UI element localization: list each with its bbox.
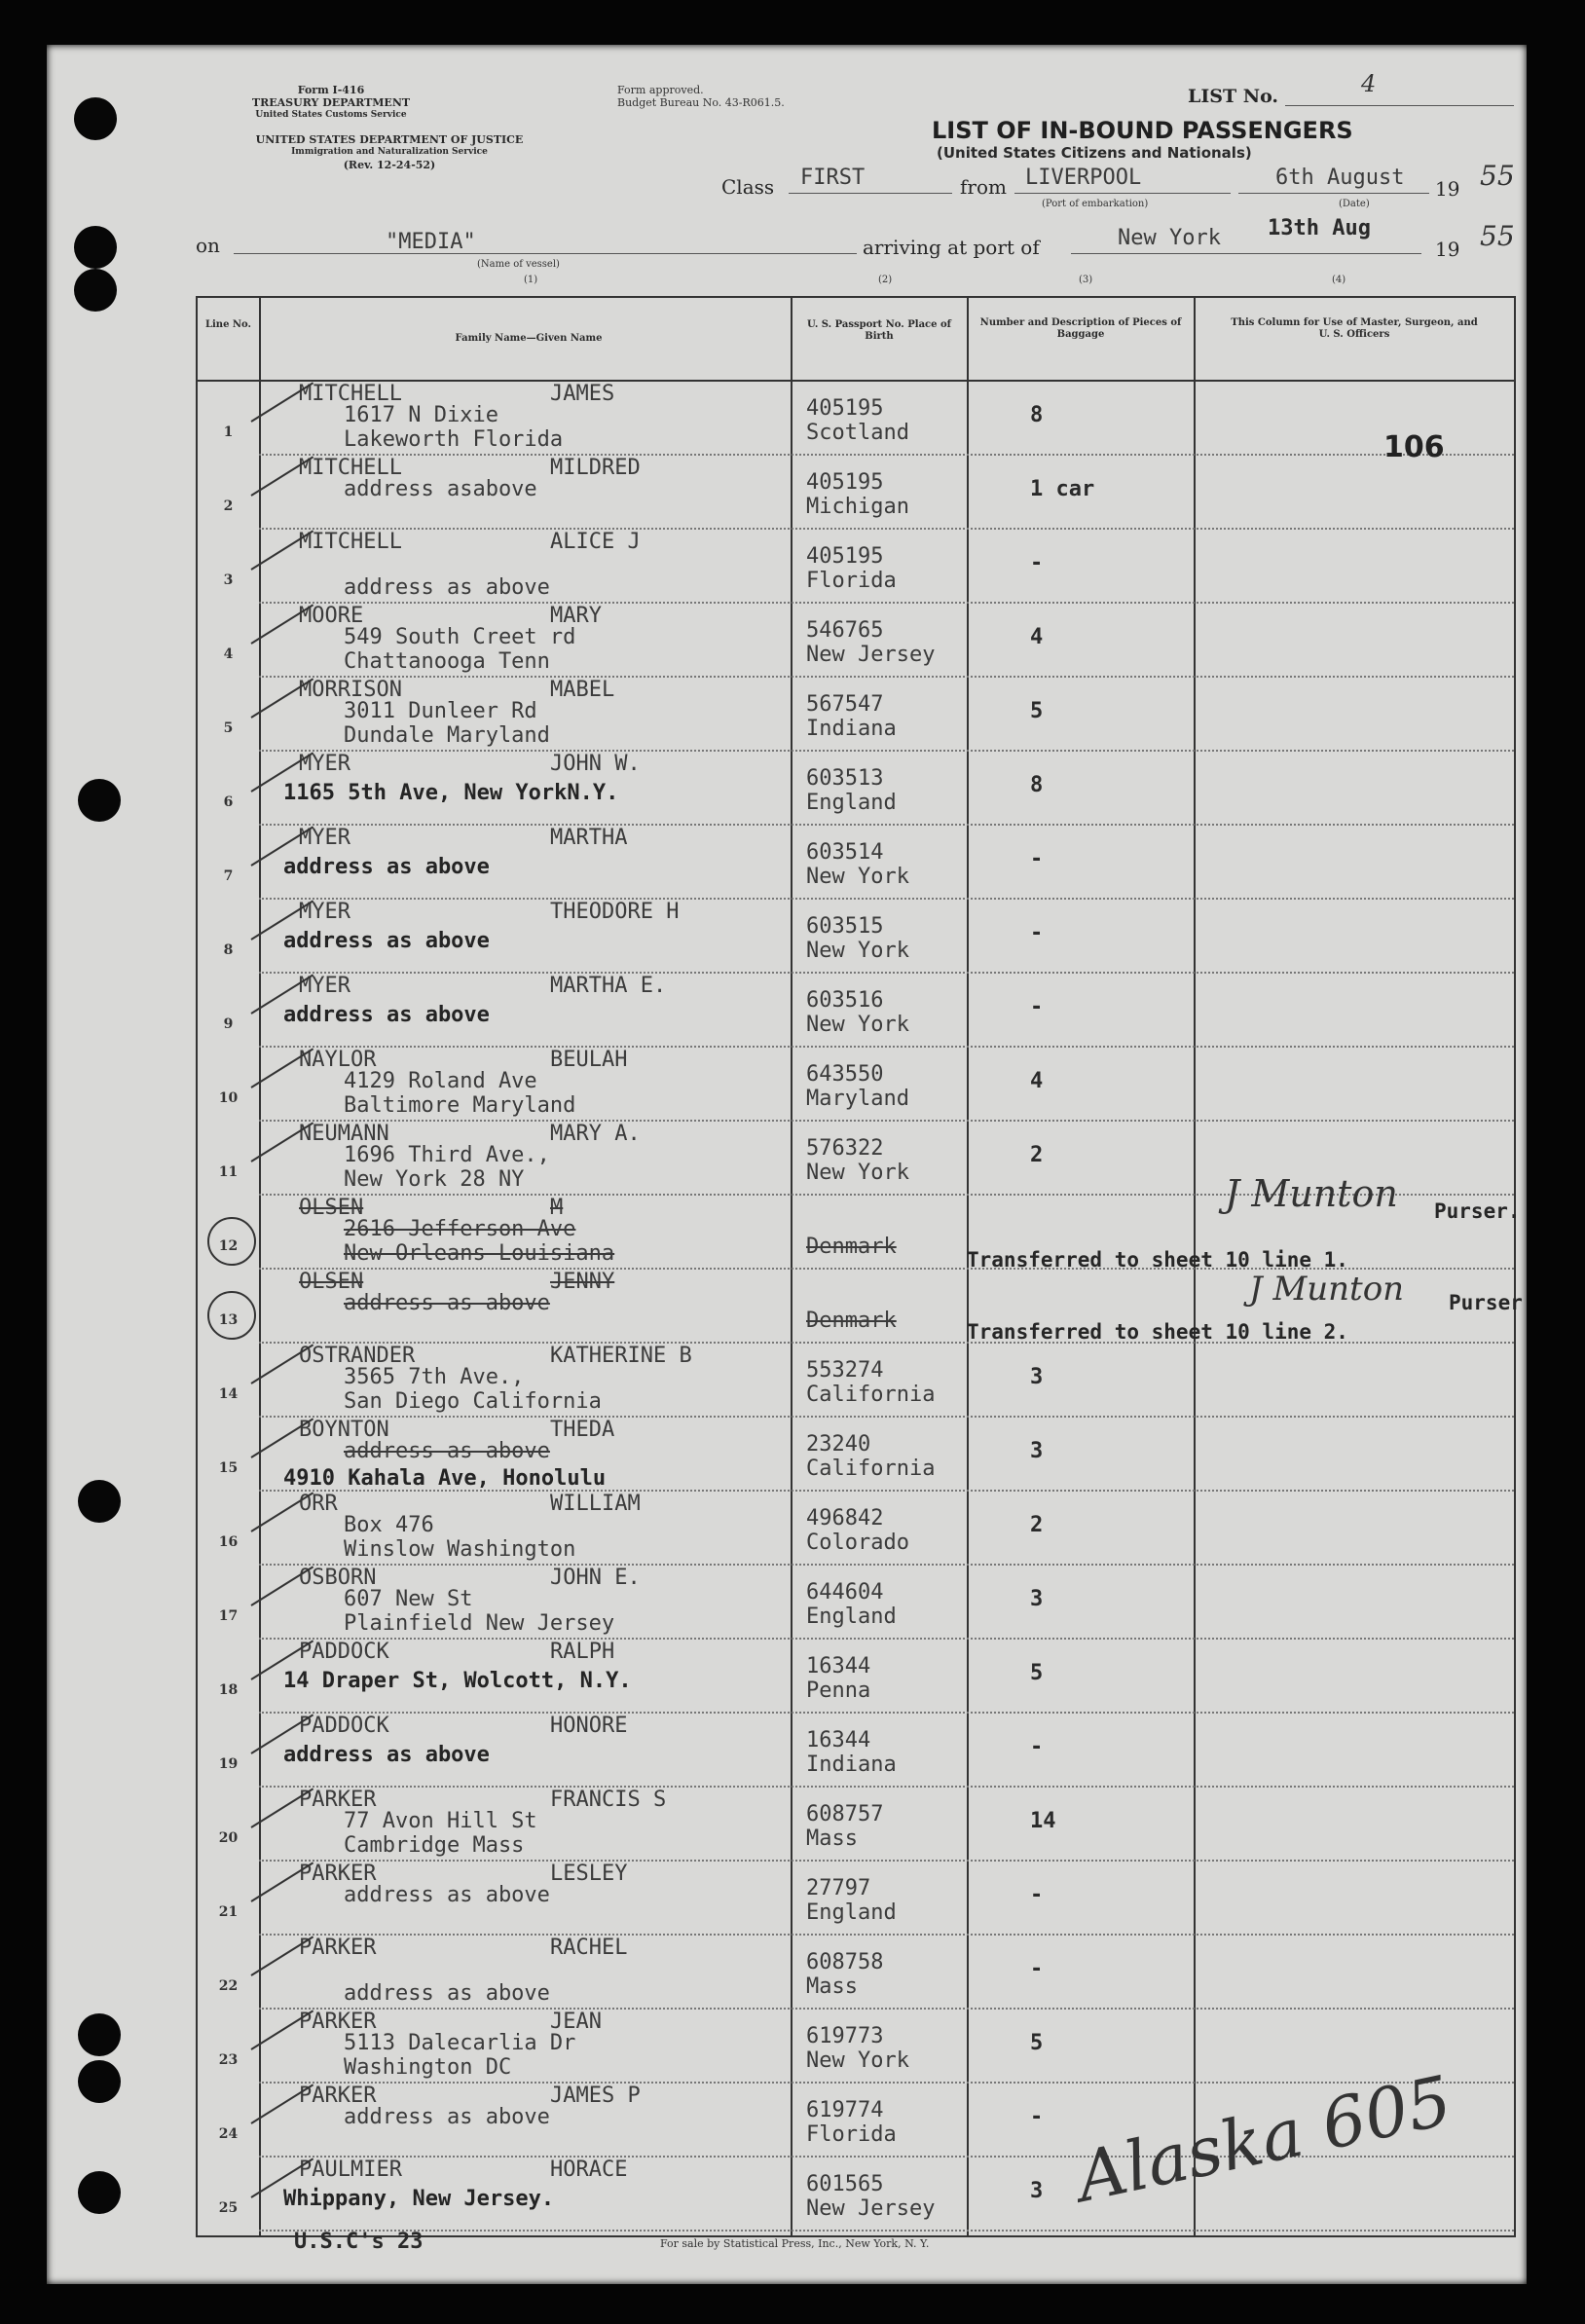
family-name: MYER xyxy=(299,974,350,998)
given-name: MABEL xyxy=(550,678,615,702)
form-agency-block xyxy=(195,84,467,122)
baggage-count: 3 xyxy=(1030,1587,1044,1611)
passport-number: 644604 xyxy=(806,1580,884,1605)
address-line-2: Cambridge Mass xyxy=(344,1833,525,1858)
family-name: MYER xyxy=(299,900,350,924)
place-of-birth: Indiana xyxy=(806,717,897,741)
line-number: 3 xyxy=(223,572,234,588)
family-name: PARKER xyxy=(299,1788,377,1812)
passport-number: 405195 xyxy=(806,544,884,569)
passport-number: 619773 xyxy=(806,2024,884,2048)
given-name: WILLIAM xyxy=(550,1492,641,1516)
given-name: MARY A. xyxy=(550,1122,641,1146)
given-name: MARTHA E. xyxy=(550,974,667,998)
table-row xyxy=(198,1714,1514,1788)
passport-number: 405195 xyxy=(806,396,884,421)
baggage-count: 8 xyxy=(1030,403,1044,427)
baggage-count: 3 xyxy=(1030,1439,1044,1463)
baggage-count: 4 xyxy=(1030,1069,1044,1093)
address-line-1: 1696 Third Ave., xyxy=(344,1143,550,1167)
table-row xyxy=(198,2010,1514,2084)
given-name: JAMES xyxy=(550,382,615,406)
family-name: PADDOCK xyxy=(299,1714,389,1738)
family-name: MORRISON xyxy=(299,678,402,702)
family-name: MYER xyxy=(299,752,350,776)
line-number: 10 xyxy=(218,1090,239,1106)
given-name: HONORE xyxy=(550,1714,628,1738)
address-line-2: Plainfield New Jersey xyxy=(344,1611,615,1636)
line-number: 15 xyxy=(218,1460,239,1476)
given-name: BEULAH xyxy=(550,1048,628,1072)
given-name: THEDA xyxy=(550,1418,615,1442)
place-of-birth: New York xyxy=(806,1161,909,1185)
place-of-birth: California xyxy=(806,1383,936,1407)
passport-number: 16344 xyxy=(806,1654,871,1678)
passport-number: 603515 xyxy=(806,914,884,939)
line-number: 4 xyxy=(223,646,234,662)
punch-hole xyxy=(78,1480,121,1523)
punch-hole xyxy=(74,226,117,269)
table-row xyxy=(198,456,1514,530)
transfer-note-1: Transferred to sheet 10 line 1. xyxy=(967,1248,1348,1272)
arrival-year-prefix: 19 xyxy=(1435,238,1460,261)
line-number: 6 xyxy=(223,794,234,810)
place-of-birth: New York xyxy=(806,939,909,963)
passport-number: 23240 xyxy=(806,1432,871,1457)
ins-service: Immigration and Naturalization Service xyxy=(291,147,488,157)
passport-number: 496842 xyxy=(806,1506,884,1531)
given-name: JOHN E. xyxy=(550,1566,641,1590)
baggage-count: 2 xyxy=(1030,1143,1044,1167)
line-number: 24 xyxy=(218,2126,239,2142)
table-row xyxy=(198,1788,1514,1862)
class-value: FIRST xyxy=(800,166,866,190)
passport-number: 619774 xyxy=(806,2098,884,2122)
given-name: HORACE xyxy=(550,2158,628,2182)
line-number: 12 xyxy=(218,1238,239,1254)
family-name: MYER xyxy=(299,826,350,850)
punch-hole xyxy=(74,269,117,312)
table-row xyxy=(198,1936,1514,2010)
line-number: 18 xyxy=(218,1682,239,1698)
table-row xyxy=(198,1640,1514,1714)
place-of-birth: Scotland xyxy=(806,421,909,445)
line-number: 7 xyxy=(223,868,234,884)
given-name: JAMES P xyxy=(550,2084,641,2108)
col4-caption: (4) xyxy=(1332,275,1346,285)
baggage-count: 14 xyxy=(1030,1809,1056,1833)
line-number: 16 xyxy=(218,1534,239,1550)
baggage-count: 2 xyxy=(1030,1513,1044,1537)
address-line-2: Baltimore Maryland xyxy=(344,1093,576,1118)
address-typed-bold: 4910 Kahala Ave, Honolulu xyxy=(283,1466,607,1491)
family-name: OLSEN xyxy=(299,1270,364,1294)
address-typed-bold: address as above xyxy=(283,1743,490,1767)
form-approved: Form approved. xyxy=(617,84,704,96)
budget-bureau: Budget Bureau No. 43-R061.5. xyxy=(617,96,785,109)
punch-hole xyxy=(74,97,117,140)
address-typed-bold: address as above xyxy=(283,929,490,953)
table-row xyxy=(198,1418,1514,1492)
cancel-circle xyxy=(207,1217,256,1266)
family-name: PARKER xyxy=(299,1936,377,1960)
given-name: M xyxy=(550,1196,564,1220)
baggage-count: 5 xyxy=(1030,1661,1044,1685)
address-line-1: address as above xyxy=(344,1291,550,1315)
address-typed-bold: 1165 5th Ave, New YorkN.Y. xyxy=(283,781,619,805)
list-no-value: 4 xyxy=(1361,70,1377,97)
punch-hole xyxy=(78,779,121,822)
place-of-birth: Michigan xyxy=(806,495,909,519)
family-name: OSBORN xyxy=(299,1566,377,1590)
passport-number: 567547 xyxy=(806,692,884,717)
budget-block xyxy=(617,84,785,109)
cancel-circle xyxy=(207,1291,256,1340)
total-count: U.S.C's 23 xyxy=(294,2230,424,2254)
class-label: Class xyxy=(721,175,775,199)
line-number: 14 xyxy=(218,1386,239,1402)
departure-date: 6th August xyxy=(1275,166,1405,190)
line-number: 21 xyxy=(218,1904,239,1920)
family-name: PARKER xyxy=(299,2084,377,2108)
given-name: MARTHA xyxy=(550,826,628,850)
form-number: Form I-416 xyxy=(297,84,365,96)
family-name: OLSEN xyxy=(299,1196,364,1220)
table-row xyxy=(198,900,1514,974)
address-line-1: 2616 Jefferson Ave xyxy=(344,1217,576,1241)
place-of-birth: New York xyxy=(806,1013,909,1037)
header-passport: U. S. Passport No. Place of Birth xyxy=(807,319,951,342)
place-of-birth: Florida xyxy=(806,569,897,593)
given-name: RALPH xyxy=(550,1640,615,1664)
table-row xyxy=(198,530,1514,604)
passport-number: 27797 xyxy=(806,1876,871,1900)
line-number: 1 xyxy=(223,424,234,440)
given-name: LESLEY xyxy=(550,1862,628,1886)
table-row xyxy=(198,752,1514,826)
family-name: NAYLOR xyxy=(299,1048,377,1072)
place-of-birth: Denmark xyxy=(806,1309,897,1333)
place-of-birth: England xyxy=(806,791,897,815)
inspector-signature: Alaska 605 xyxy=(1069,2060,1458,2218)
family-name: ORR xyxy=(299,1492,338,1516)
place-of-birth: England xyxy=(806,1900,897,1925)
passport-number: 608757 xyxy=(806,1802,884,1826)
col2-caption: (2) xyxy=(878,275,893,285)
address-line-1: address as above xyxy=(344,2105,550,2129)
justice-block xyxy=(204,133,574,171)
passport-number: 553274 xyxy=(806,1358,884,1383)
line-number: 2 xyxy=(223,498,234,514)
address-typed-bold: 14 Draper St, Wolcott, N.Y. xyxy=(283,1669,632,1693)
place-of-birth: Penna xyxy=(806,1678,871,1703)
family-name: NEUMANN xyxy=(299,1122,389,1146)
address-line-1: 607 New St xyxy=(344,1587,473,1611)
address-line-2: Washington DC xyxy=(344,2055,512,2080)
passport-number: 546765 xyxy=(806,618,884,643)
baggage-count: 5 xyxy=(1030,699,1044,723)
purser-label-1: Purser. xyxy=(1434,1199,1521,1223)
family-name: PARKER xyxy=(299,1862,377,1886)
passport-number: 608758 xyxy=(806,1950,884,1974)
given-name: JOHN W. xyxy=(550,752,641,776)
from-value: LIVERPOOL xyxy=(1025,166,1142,190)
list-no-label: LIST No. xyxy=(1188,86,1279,107)
arriving-label: arriving at port of xyxy=(863,236,1040,259)
printer-note: For sale by Statistical Press, Inc., New York, N. Y. xyxy=(660,2237,930,2250)
address-line-1: 4129 Roland Ave xyxy=(344,1069,537,1093)
table-row xyxy=(198,1048,1514,1122)
baggage-count: - xyxy=(1030,551,1044,575)
baggage-count: 5 xyxy=(1030,2031,1044,2055)
baggage-count: - xyxy=(1030,2105,1044,2129)
place-of-birth: Maryland xyxy=(806,1087,909,1111)
line-number: 9 xyxy=(223,1016,234,1032)
address-line-2: Lakeworth Florida xyxy=(344,427,564,452)
passport-number: 405195 xyxy=(806,470,884,495)
year-prefix: 19 xyxy=(1435,177,1460,201)
table-row xyxy=(198,974,1514,1048)
from-label: from xyxy=(960,175,1007,199)
date-caption: (Date) xyxy=(1339,199,1370,209)
table-row xyxy=(198,604,1514,678)
address-line-1: Box 476 xyxy=(344,1513,434,1537)
given-name: KATHERINE B xyxy=(550,1344,692,1368)
place-of-birth: New York xyxy=(806,2048,909,2073)
vessel-name: "MEDIA" xyxy=(386,230,476,254)
baggage-count: 4 xyxy=(1030,625,1044,649)
punch-hole xyxy=(78,2013,121,2056)
family-name: MOORE xyxy=(299,604,364,628)
family-name: MITCHELL xyxy=(299,530,402,554)
family-name: OSTRANDER xyxy=(299,1344,416,1368)
justice-dept: UNITED STATES DEPARTMENT OF JUSTICE xyxy=(255,133,524,146)
page-title: LIST OF IN-BOUND PASSENGERS xyxy=(932,117,1353,144)
line-number: 11 xyxy=(218,1164,239,1180)
purser-signature-1: J Munton xyxy=(1225,1172,1398,1215)
purser-label-2: Purser xyxy=(1449,1291,1523,1314)
address-line-2: Winslow Washington xyxy=(344,1537,576,1562)
line-number: 22 xyxy=(218,1978,239,1994)
header-baggage: Number and Description of Pieces of Baggage xyxy=(979,317,1182,340)
passport-number: 603516 xyxy=(806,988,884,1013)
baggage-count: - xyxy=(1030,995,1044,1019)
revision-date: (Rev. 12-24-52) xyxy=(343,159,436,171)
given-name: ALICE J xyxy=(550,530,641,554)
family-name: MITCHELL xyxy=(299,382,402,406)
baggage-count: 8 xyxy=(1030,773,1044,797)
table-row xyxy=(198,678,1514,752)
header-officers: This Column for Use of Master, Surgeon, and U. S. Officers xyxy=(1231,317,1478,340)
year-value: 55 xyxy=(1480,160,1515,192)
address-line-1: 3565 7th Ave., xyxy=(344,1365,525,1389)
purser-signature-2: J Munton xyxy=(1249,1270,1405,1309)
baggage-count: 3 xyxy=(1030,2179,1044,2203)
line-number: 19 xyxy=(218,1756,239,1772)
port-embark-caption: (Port of embarkation) xyxy=(1042,199,1149,209)
address-line-1: 3011 Dunleer Rd xyxy=(344,699,537,723)
family-name: MITCHELL xyxy=(299,456,402,480)
punch-hole xyxy=(78,2060,121,2103)
line-number: 17 xyxy=(218,1608,239,1624)
line-number: 25 xyxy=(218,2200,239,2216)
table-row xyxy=(198,826,1514,900)
treasury-dept: TREASURY DEPARTMENT xyxy=(251,96,411,109)
place-of-birth: New Jersey xyxy=(806,643,936,667)
address-line-2: address as above xyxy=(344,1981,550,2006)
address-typed-bold: Whippany, New Jersey. xyxy=(283,2187,555,2211)
place-of-birth: New Jersey xyxy=(806,2196,936,2221)
punch-hole xyxy=(78,2171,121,2214)
passport-number: 603514 xyxy=(806,840,884,865)
place-of-birth: England xyxy=(806,1605,897,1629)
address-line-2: address as above xyxy=(344,575,550,600)
family-name: BOYNTON xyxy=(299,1418,389,1442)
col1-caption: (1) xyxy=(524,275,538,285)
on-label: on xyxy=(196,234,220,257)
page-stamp: 106 xyxy=(1383,430,1445,464)
arrival-year: 55 xyxy=(1480,220,1515,252)
family-name: PARKER xyxy=(299,2010,377,2034)
line-number: 23 xyxy=(218,2052,239,2068)
baggage-count: - xyxy=(1030,1735,1044,1759)
given-name: THEODORE H xyxy=(550,900,680,924)
header-name: Family Name—Given Name xyxy=(455,333,603,344)
place-of-birth: Mass xyxy=(806,1826,858,1851)
passenger-table xyxy=(196,296,1523,2237)
place-of-birth: Colorado xyxy=(806,1531,909,1555)
given-name: JEAN xyxy=(550,2010,602,2034)
baggage-count: - xyxy=(1030,1957,1044,1981)
place-of-birth: Florida xyxy=(806,2122,897,2147)
line-number: 20 xyxy=(218,1830,239,1846)
page-subtitle: (United States Citizens and Nationals) xyxy=(937,144,1252,162)
arrival-port: New York xyxy=(1118,226,1221,250)
address-line-1: address as above xyxy=(344,1439,550,1463)
table-row xyxy=(198,1862,1514,1936)
place-of-birth: New York xyxy=(806,865,909,889)
address-typed-bold: address as above xyxy=(283,855,490,879)
vessel-caption: (Name of vessel) xyxy=(477,259,560,270)
baggage-count: - xyxy=(1030,921,1044,945)
address-line-2: Chattanooga Tenn xyxy=(344,649,550,674)
address-line-1: address as above xyxy=(344,1883,550,1907)
baggage-count: 1 car xyxy=(1030,477,1095,501)
given-name: MILDRED xyxy=(550,456,641,480)
table-row xyxy=(198,1566,1514,1640)
given-name: JENNY xyxy=(550,1270,615,1294)
given-name: RACHEL xyxy=(550,1936,628,1960)
address-line-2: San Diego California xyxy=(344,1389,602,1414)
passport-number: 603513 xyxy=(806,766,884,791)
transfer-note-2: Transferred to sheet 10 line 2. xyxy=(967,1320,1348,1344)
given-name: FRANCIS S xyxy=(550,1788,667,1812)
arrival-date: 13th Aug xyxy=(1268,216,1371,240)
address-typed-bold: address as above xyxy=(283,1003,490,1027)
address-line-1: 1617 N Dixie xyxy=(344,403,498,427)
baggage-count: - xyxy=(1030,847,1044,871)
family-name: PADDOCK xyxy=(299,1640,389,1664)
line-number: 13 xyxy=(218,1312,239,1328)
address-line-2: New Orleans Louisiana xyxy=(344,1241,615,1266)
address-line-1: 5113 Dalecarlia Dr xyxy=(344,2031,576,2055)
passport-number: 601565 xyxy=(806,2172,884,2196)
address-line-1: address asabove xyxy=(344,477,537,501)
place-of-birth: California xyxy=(806,1457,936,1481)
table-row xyxy=(198,382,1514,456)
address-line-1: 77 Avon Hill St xyxy=(344,1809,537,1833)
baggage-count: - xyxy=(1030,1883,1044,1907)
address-line-2: Dundale Maryland xyxy=(344,723,550,748)
given-name: MARY xyxy=(550,604,602,628)
passport-number: 16344 xyxy=(806,1728,871,1752)
table-row xyxy=(198,1344,1514,1418)
passport-number: 576322 xyxy=(806,1136,884,1161)
line-number: 5 xyxy=(223,720,234,736)
line-number: 8 xyxy=(223,942,234,958)
address-line-1: 549 South Creet rd xyxy=(344,625,576,649)
header-line-no: Line No. xyxy=(204,319,252,330)
baggage-count: 3 xyxy=(1030,1365,1044,1389)
passport-number: 643550 xyxy=(806,1062,884,1087)
place-of-birth: Indiana xyxy=(806,1752,897,1777)
place-of-birth: Mass xyxy=(806,1974,858,1999)
col3-caption: (3) xyxy=(1079,275,1093,285)
customs-service: United States Customs Service xyxy=(255,110,407,120)
table-row xyxy=(198,1492,1514,1566)
address-line-2: New York 28 NY xyxy=(344,1167,525,1192)
family-name: PAULMIER xyxy=(299,2158,402,2182)
place-of-birth: Denmark xyxy=(806,1235,897,1259)
